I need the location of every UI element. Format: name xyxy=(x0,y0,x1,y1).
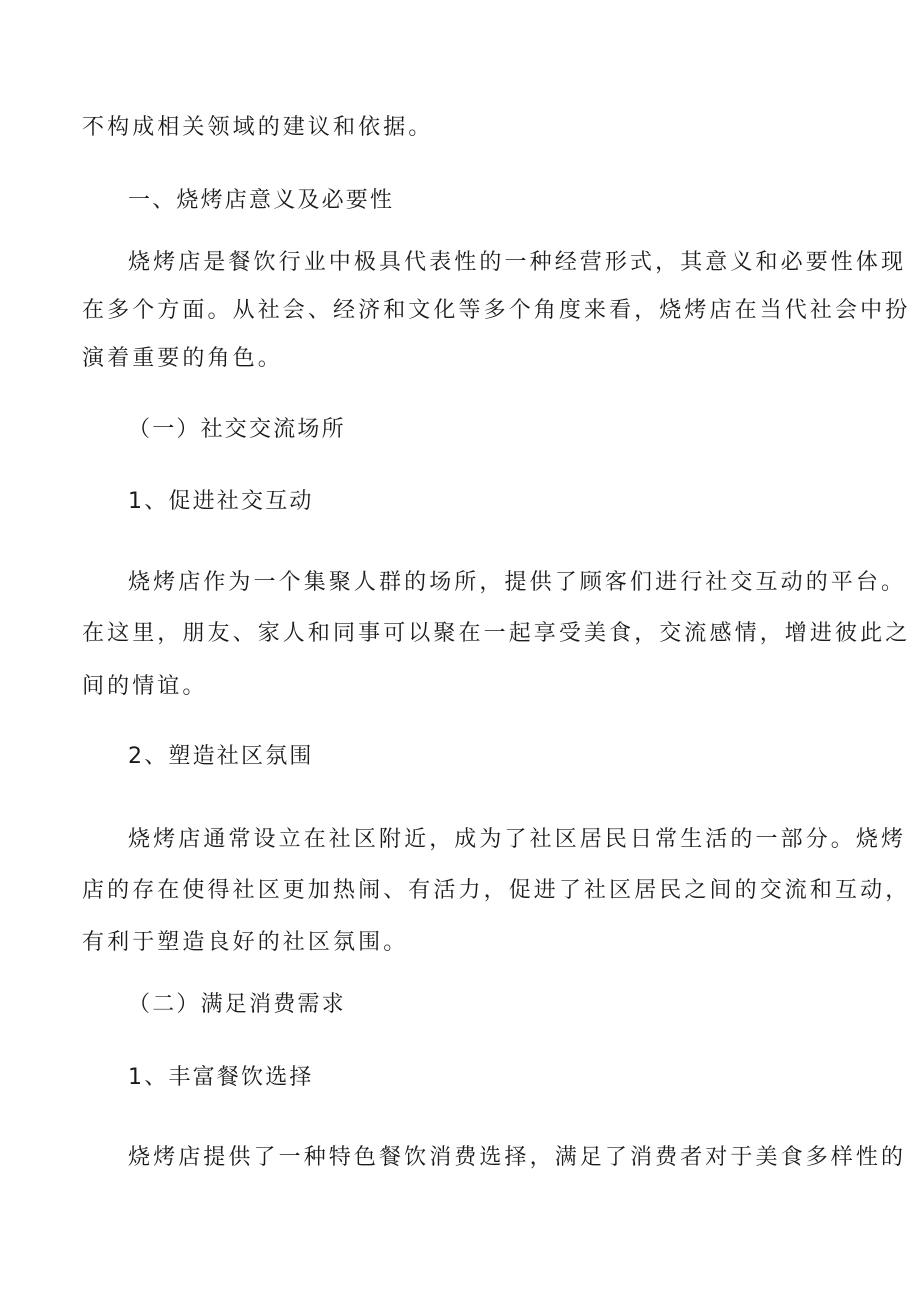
subsection-heading: （一）社交交流场所 xyxy=(128,417,346,442)
paragraph-line: 烧烤店是餐饮行业中极具代表性的一种经营形式，其意义和必要性体现 xyxy=(128,250,907,275)
subsection-heading: （二）满足消费需求 xyxy=(128,992,346,1017)
paragraph-line: 烧烤店通常设立在社区附近，成为了社区居民日常生活的一部分。烧烤 xyxy=(128,827,907,852)
item-heading: 2、塑造社区氛围 xyxy=(128,744,314,769)
item-heading: 1、丰富餐饮选择 xyxy=(128,1065,314,1090)
item-heading: 1、促进社交互动 xyxy=(128,489,314,514)
paragraph-line: 烧烤店作为一个集聚人群的场所，提供了顾客们进行社交互动的平台。 xyxy=(128,570,907,595)
paragraph-line: 间的情谊。 xyxy=(82,674,208,699)
paragraph-line: 店的存在使得社区更加热闹、有活力，促进了社区居民之间的交流和互动， xyxy=(82,878,911,903)
paragraph-continuation-line: 不构成相关领域的建议和依据。 xyxy=(82,115,434,140)
paragraph-line: 在多个方面。从社会、经济和文化等多个角度来看，烧烤店在当代社会中扮 xyxy=(82,298,911,323)
paragraph-line: 在这里，朋友、家人和同事可以聚在一起享受美食，交流感情，增进彼此之 xyxy=(82,621,911,646)
section-heading: 一、烧烤店意义及必要性 xyxy=(128,188,395,213)
paragraph-line: 演着重要的角色。 xyxy=(82,346,283,371)
paragraph-line: 烧烤店提供了一种特色餐饮消费选择，满足了消费者对于美食多样性的 xyxy=(128,1145,907,1170)
paragraph-line: 有利于塑造良好的社区氛围。 xyxy=(82,930,409,955)
